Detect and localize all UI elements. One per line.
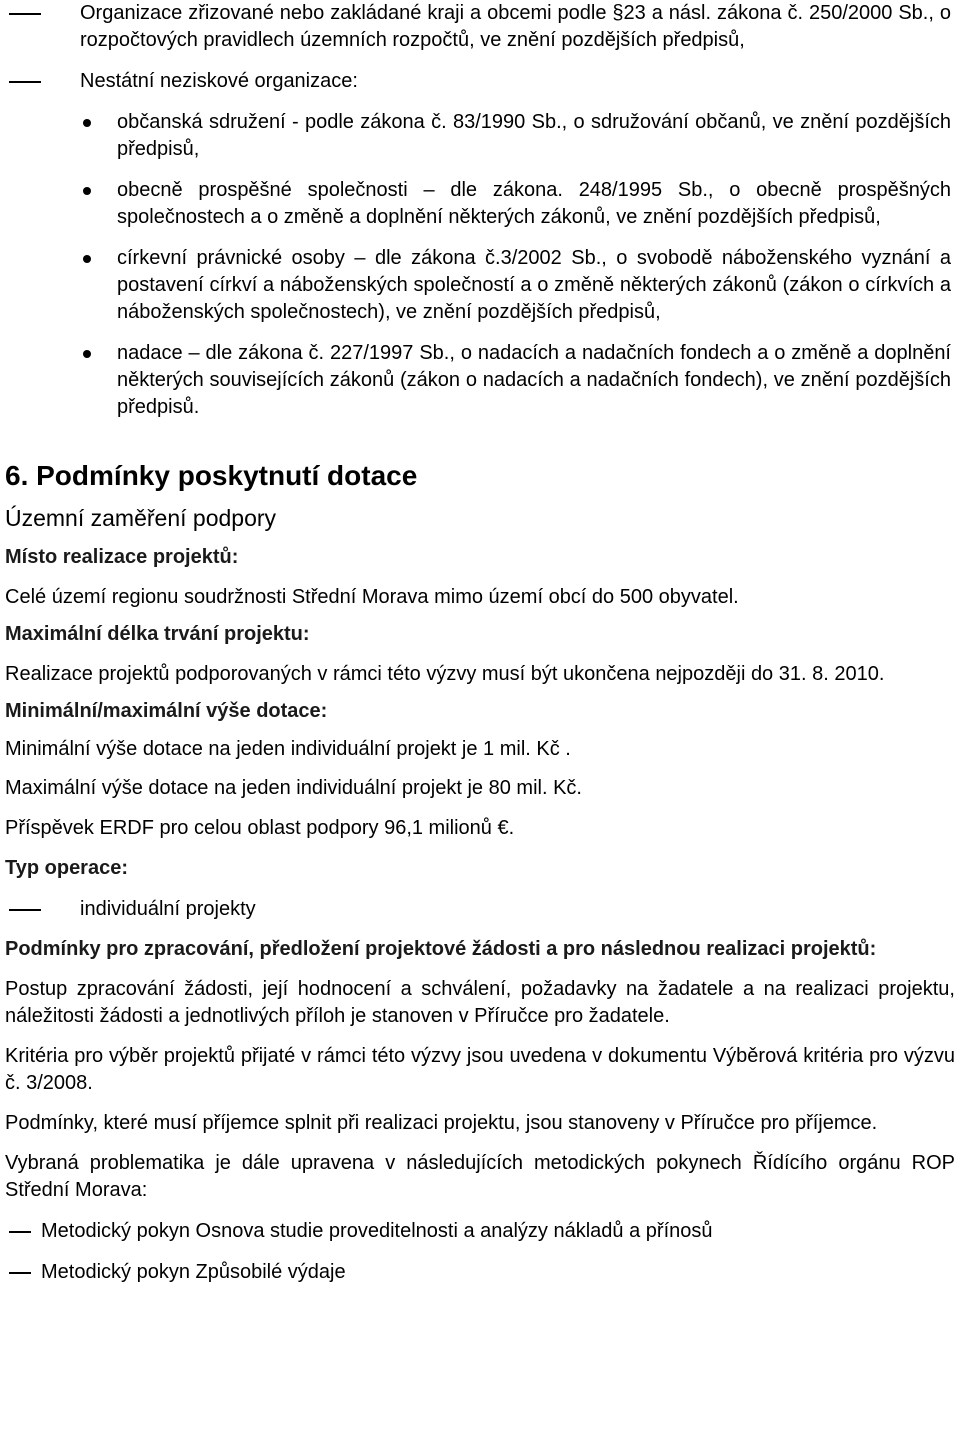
bullet-item-church-entities bbox=[5, 245, 955, 326]
conditions-paragraph: Kritéria pro výběr projektů přijaté v rámci této výzvy jsou uvedena v dokumentu Výběrová kritéria pro výzvu č. 3/2008. bbox=[5, 1045, 955, 1094]
dash-bullet-icon bbox=[9, 1231, 31, 1233]
bullet-dot-icon bbox=[83, 119, 91, 127]
operation-item bbox=[5, 896, 955, 923]
place-text: Celé území regionu soudržnosti Střední Morava mimo území obcí do 500 obyvatel. bbox=[5, 586, 739, 608]
bullet-item-text: obecně prospěšné společnosti – dle zákona. 248/1995 Sb., o obecně prospěšných společnostech a o změně a doplnění některých zákonů, ve znění pozdějších předpisů, bbox=[117, 179, 951, 228]
method-item-text: Metodický pokyn Způsobilé výdaje bbox=[41, 1261, 346, 1283]
bullet-item-foundations bbox=[5, 340, 955, 421]
duration-label: Maximální délka trvání projektu: bbox=[5, 623, 310, 645]
sub-heading: Územní zaměření podpory bbox=[5, 505, 277, 531]
bullet-dot-icon bbox=[83, 255, 91, 263]
method-item-text: Metodický pokyn Osnova studie proveditelnosti a analýzy nákladů a přínosů bbox=[41, 1220, 713, 1242]
list-item-organizations bbox=[5, 0, 955, 54]
place-label: Místo realizace projektů: bbox=[5, 546, 239, 568]
dash-bullet-icon bbox=[9, 81, 41, 83]
dash-bullet-icon bbox=[9, 909, 41, 911]
duration-text: Realizace projektů podporovaných v rámci této výzvy musí být ukončena nejpozději do 31. 8. 2010. bbox=[5, 663, 885, 685]
bullet-item-civic-associations bbox=[5, 109, 955, 163]
list-item-text: Organizace zřizované nebo zakládané kraji a obcemi podle §23 a násl. zákona č. 250/2000 Sb., o rozpočtových pravidlech územních rozpočtů, ve znění pozdějších předpisů, bbox=[80, 2, 951, 51]
section-heading: 6. Podmínky poskytnutí dotace bbox=[5, 460, 418, 491]
amount-max-text: Maximální výše dotace na jeden individuální projekt je 80 mil. Kč. bbox=[5, 777, 582, 799]
method-item-eligible-costs bbox=[5, 1259, 955, 1286]
list-item-nonprofits bbox=[5, 68, 955, 95]
bullet-item-text: občanská sdružení - podle zákona č. 83/1990 Sb., o sdružování občanů, ve znění pozdějších předpisů, bbox=[117, 111, 951, 160]
amount-min-text: Minimální výše dotace na jeden individuální projekt je 1 mil. Kč . bbox=[5, 738, 571, 760]
bullet-item-public-benefit bbox=[5, 177, 955, 231]
bullet-dot-icon bbox=[83, 350, 91, 358]
operation-item-text: individuální projekty bbox=[80, 898, 256, 920]
bullet-item-text: nadace – dle zákona č. 227/1997 Sb., o nadacích a nadačních fondech a o změně a doplnění některých souvisejících zákonů (zákon o nadacích a nadačních fondech), ve znění pozdějších předpisů. bbox=[117, 342, 951, 418]
conditions-paragraph: Vybraná problematika je dále upravena v následujících metodických pokynech Řídícího orgánu ROP Střední Morava: bbox=[5, 1152, 955, 1201]
erdf-text: Příspěvek ERDF pro celou oblast podpory 96,1 milionů €. bbox=[5, 817, 515, 839]
dash-bullet-icon bbox=[9, 13, 41, 15]
conditions-label: Podmínky pro zpracování, předložení projektové žádosti a pro následnou realizaci projektů: bbox=[5, 938, 877, 960]
bullet-item-text: církevní právnické osoby – dle zákona č.3/2002 Sb., o svobodě náboženského vyznání a postavení církví a náboženských společností a o změně některých zákonů (zákon o církvích a náboženských společnostech), ve znění pozdějších předpisů, bbox=[117, 247, 951, 323]
operation-label: Typ operace: bbox=[5, 857, 128, 879]
conditions-paragraph: Postup zpracování žádosti, její hodnocení a schválení, požadavky na žadatele a na realizaci projektu, náležitosti žádosti a jednotlivých příloh je stanoven v Příručce pro žadatele. bbox=[5, 978, 955, 1027]
bullet-dot-icon bbox=[83, 187, 91, 195]
conditions-paragraph: Podmínky, které musí příjemce splnit při realizaci projektu, jsou stanoveny v Příručce pro příjemce. bbox=[5, 1112, 878, 1134]
method-item-feasibility bbox=[5, 1218, 955, 1245]
amount-label: Minimální/maximální výše dotace: bbox=[5, 700, 328, 722]
list-item-text: Nestátní neziskové organizace: bbox=[80, 70, 358, 92]
dash-bullet-icon bbox=[9, 1272, 31, 1274]
